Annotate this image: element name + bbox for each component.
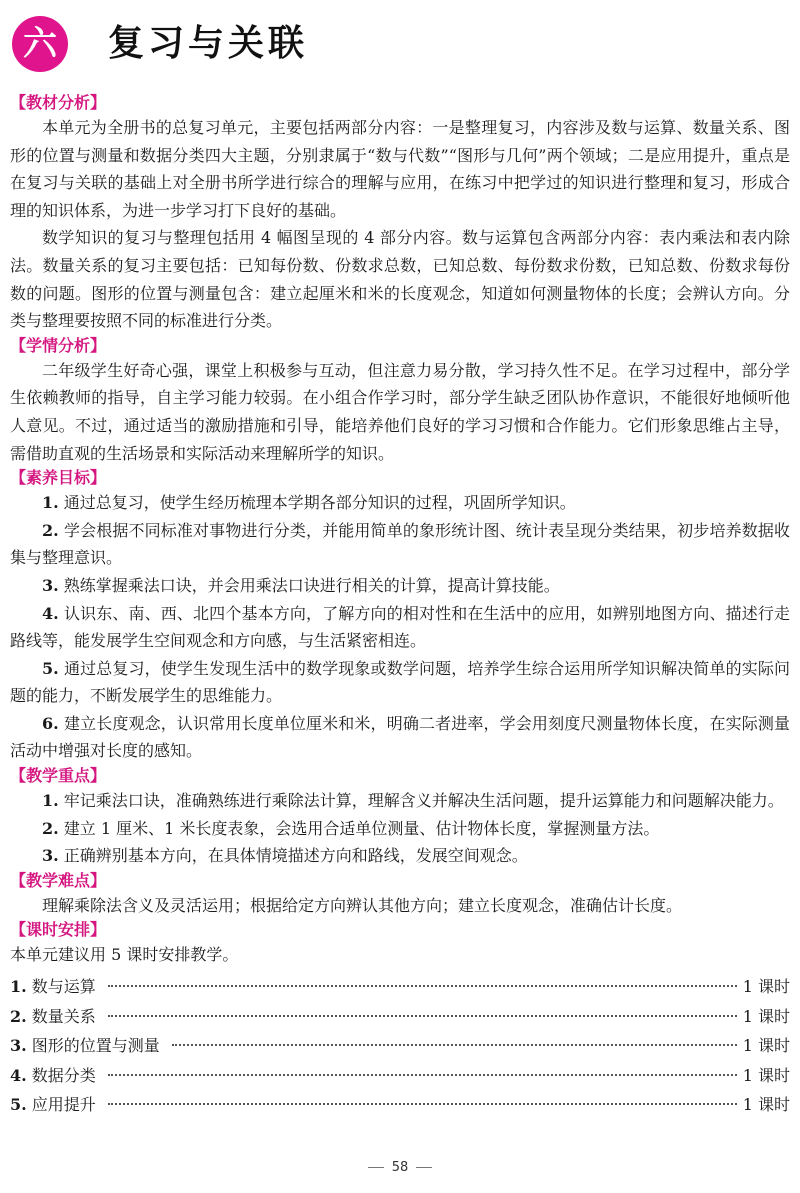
paragraph: 数学知识的复习与整理包括用 4 幅图呈现的 4 部分内容。数与运算包含两部分内容：表内乘法和表内除法。数量关系的复习主要包括：已知每份数、份数求总数，已知总数、每份数求份数，已知总数、份数求每份数的问题。图形的位置与测量包含：建立起厘米和米的长度观念，知道如何测量物体的长度；会辨认方向。分类与整理要按照不同的标准进行分类。 xyxy=(10,228,790,331)
key-point-item xyxy=(10,815,790,843)
goal-item xyxy=(10,489,790,517)
key-point-item xyxy=(10,842,790,870)
item-number: 4. xyxy=(10,1065,27,1085)
item-number: 3. xyxy=(42,575,59,595)
schedule-list xyxy=(10,971,790,1119)
schedule-row xyxy=(10,1001,790,1031)
goal-item xyxy=(10,517,790,572)
lesson-name: 数据分类 xyxy=(31,1065,96,1085)
goal-item xyxy=(10,655,790,710)
schedule-intro: 本单元建议用 5 课时安排教学。 xyxy=(10,945,239,965)
section-heading-textbook-analysis: 【教材分析】 xyxy=(10,93,107,112)
item-number: 2. xyxy=(10,1006,27,1026)
lesson-hours: 1 课时 xyxy=(742,1036,790,1056)
page-footer xyxy=(0,1160,800,1175)
item-text: 熟练掌握乘法口诀，并会用乘法口诀进行相关的计算，提高计算技能。 xyxy=(63,575,560,595)
schedule-row xyxy=(10,971,790,1001)
item-text: 建立长度观念，认识常用长度单位厘米和米，明确二者进率，学会用刻度尺测量物体长度，在实际测量活动中增强对长度的感知。 xyxy=(10,713,790,761)
schedule-row xyxy=(10,1060,790,1090)
item-number: 1. xyxy=(10,977,27,997)
footer-rule-left xyxy=(368,1167,384,1168)
schedule-row xyxy=(10,1030,790,1060)
item-number: 2. xyxy=(42,818,59,838)
section-heading-schedule: 【课时安排】 xyxy=(10,920,107,940)
item-text: 认识东、南、西、北四个基本方向，了解方向的相对性和在生活中的应用，如辨别地图方向、描述行走路线等，能发展学生空间观念和方向感，与生活紧密相连。 xyxy=(10,603,790,651)
footer-rule-right xyxy=(416,1167,432,1168)
goal-item xyxy=(10,572,790,600)
item-text: 通过总复习，使学生经历梳理本学期各部分知识的过程，巩固所学知识。 xyxy=(63,493,576,513)
lesson-name: 数量关系 xyxy=(31,1006,96,1026)
lesson-hours: 1 课时 xyxy=(742,977,790,997)
key-point-item xyxy=(10,787,790,815)
page-number: 58 xyxy=(391,1160,409,1175)
section-heading-difficulties: 【教学难点】 xyxy=(10,870,107,890)
lesson-hours: 1 课时 xyxy=(742,1065,790,1085)
item-text: 建立 1 厘米、1 米长度表象，会选用合适单位测量、估计物体长度，掌握测量方法。 xyxy=(63,818,660,838)
leader-dots xyxy=(108,984,737,987)
chapter-header xyxy=(12,16,788,76)
chapter-number-badge: 六 xyxy=(12,16,68,72)
paragraph: 本单元为全册书的总复习单元，主要包括两部分内容：一是整理复习，内容涉及数与运算、数量关系、图形的位置与测量和数据分类四大主题，分别隶属于“数与代数”“图形与几何”两个领域；二是应用提升，重点是在复习与关联的基础上对全册书所学进行综合的理解与应用，在练习中把学过的知识进行整理和复习，形成合理的知识体系，为进一步学习打下良好的基础。 xyxy=(10,118,790,220)
schedule-row xyxy=(10,1089,790,1119)
leader-dots xyxy=(108,1014,737,1017)
item-number: 6. xyxy=(42,713,59,733)
item-number: 1. xyxy=(42,493,59,513)
item-number: 1. xyxy=(42,791,59,811)
lesson-hours: 1 课时 xyxy=(742,1095,790,1115)
lesson-name: 图形的位置与测量 xyxy=(31,1036,160,1056)
lesson-name: 数与运算 xyxy=(31,977,96,997)
item-text: 牢记乘法口诀，准确熟练进行乘除法计算，理解含义并解决生活问题，提升运算能力和问题解决能力。 xyxy=(63,791,784,811)
lesson-name: 应用提升 xyxy=(31,1095,96,1115)
section-heading-key-points: 【教学重点】 xyxy=(10,766,107,786)
item-number: 5. xyxy=(42,658,59,678)
item-number: 3. xyxy=(10,1036,27,1056)
item-number: 5. xyxy=(10,1095,27,1115)
paragraph: 理解乘除法含义及灵活运用；根据给定方向辨认其他方向；建立长度观念，准确估计长度。 xyxy=(42,895,683,915)
section-heading-student-analysis: 【学情分析】 xyxy=(10,335,107,355)
leader-dots xyxy=(108,1073,737,1076)
item-text: 学会根据不同标准对事物进行分类，并能用简单的象形统计图、统计表呈现分类结果，初步培养数据收集与整理意识。 xyxy=(10,520,790,568)
page-content xyxy=(10,92,790,1119)
leader-dots xyxy=(172,1043,737,1046)
chapter-title: 复习与关联 xyxy=(108,23,309,64)
leader-dots xyxy=(108,1102,737,1105)
item-number: 4. xyxy=(42,603,59,623)
section-heading-goals: 【素养目标】 xyxy=(10,468,107,488)
goal-item xyxy=(10,600,790,655)
item-number: 2. xyxy=(42,520,59,540)
item-number: 3. xyxy=(42,846,59,866)
paragraph: 二年级学生好奇心强，课堂上积极参与互动，但注意力易分散，学习持久性不足。在学习过程中，部分学生依赖教师的指导，自主学习能力较弱。在小组合作学习时，部分学生缺乏团队协作意识，不能很好地倾听他人意见。不过，通过适当的激励措施和引导，能培养他们良好的学习习惯和合作能力。它们形象思维占主导，需借助直观的生活场景和实际活动来理解所学的知识。 xyxy=(10,360,790,463)
item-text: 通过总复习，使学生发现生活中的数学现象或数学问题，培养学生综合运用所学知识解决简单的实际问题的能力，不断发展学生的思维能力。 xyxy=(10,658,790,706)
item-text: 正确辨别基本方向，在具体情境描述方向和路线，发展空间观念。 xyxy=(63,846,528,866)
lesson-hours: 1 课时 xyxy=(742,1006,790,1026)
goal-item xyxy=(10,710,790,765)
